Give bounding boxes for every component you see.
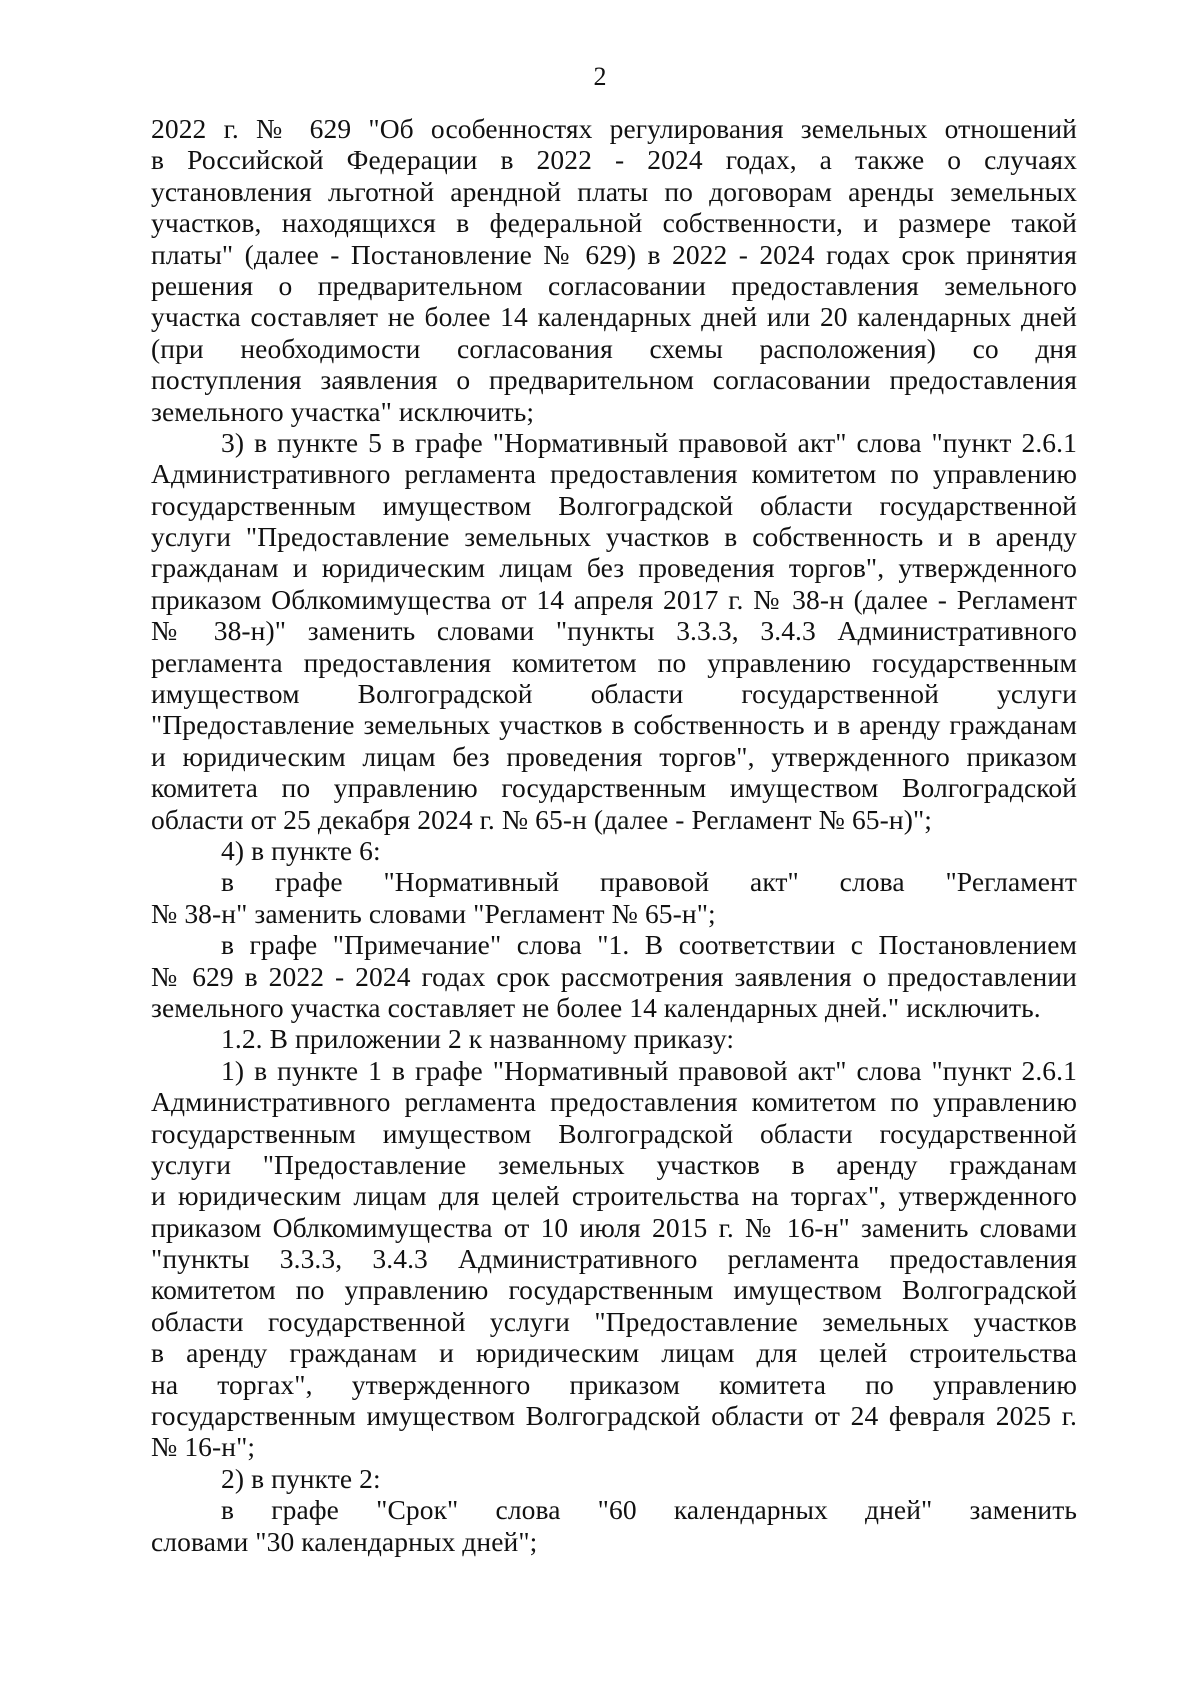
text-line: приказом Облкомимущества от 10 июля 2015 г. № 16-н" заменить словами	[151, 1211, 1077, 1243]
text-line: государственным имуществом Волгоградской области от 24 февраля 2025 г.	[151, 1400, 1077, 1432]
text-line: № 38-н" заменить словами "Регламент № 65-н";	[151, 897, 716, 929]
text-line: регламента предоставления комитетом по управлению государственным	[151, 646, 1077, 678]
text-line: услуги "Предоставление земельных участков в аренду гражданам	[151, 1148, 1077, 1180]
text-line: участка составляет не более 14 календарных дней или 20 календарных дней	[151, 301, 1077, 333]
text-line: 3) в пункте 5 в графе "Нормативный правовой акт" слова "пункт 2.6.1	[221, 426, 1077, 458]
text-line: и юридическим лицам для целей строительства на торгах", утвержденного	[151, 1180, 1077, 1212]
text-line: № 16-н";	[151, 1431, 256, 1463]
text-line: Административного регламента предоставления комитетом по управлению	[151, 1086, 1077, 1118]
text-line: 1.2. В приложении 2 к названному приказу:	[221, 1023, 735, 1055]
text-line: "пункты 3.3.3, 3.4.3 Административного регламента предоставления	[151, 1243, 1077, 1275]
text-line: гражданам и юридическим лицам без проведения торгов", утвержденного	[151, 552, 1077, 584]
text-line: платы" (далее - Постановление № 629) в 2022 - 2024 годах срок принятия	[151, 238, 1077, 270]
text-line: Административного регламента предоставления комитетом по управлению	[151, 458, 1077, 490]
text-line: земельного участка составляет не более 14 календарных дней." исключить.	[151, 991, 1041, 1023]
text-line: "Предоставление земельных участков в собственность и в аренду гражданам	[151, 709, 1077, 741]
text-line: решения о предварительном согласовании предоставления земельного	[151, 269, 1077, 301]
text-line: № 38-н)" заменить словами "пункты 3.3.3, 3.4.3 Административного	[151, 615, 1077, 647]
page-number: 2	[593, 62, 607, 91]
text-line: и юридическим лицам без проведения торгов", утвержденного приказом	[151, 740, 1077, 772]
text-line: области государственной услуги "Предоставление земельных участков	[151, 1305, 1077, 1337]
text-line: в Российской Федерации в 2022 - 2024 годах, а также о случаях	[151, 144, 1077, 176]
text-line: комитета по управлению государственным имуществом Волгоградской	[151, 772, 1077, 804]
text-line: приказом Облкомимущества от 14 апреля 2017 г. № 38-н (далее - Регламент	[151, 583, 1077, 615]
text-line: земельного участка" исключить;	[151, 395, 535, 427]
text-line: участков, находящихся в федеральной собственности, и размере такой	[151, 207, 1077, 239]
text-line: 1) в пункте 1 в графе "Нормативный правовой акт" слова "пункт 2.6.1	[221, 1054, 1077, 1086]
text-line: № 629 в 2022 - 2024 годах срок рассмотрения заявления о предоставлении	[151, 960, 1077, 992]
text-line: (при необходимости согласования схемы расположения) со дня	[151, 332, 1077, 364]
text-line: поступления заявления о предварительном согласовании предоставления	[151, 364, 1077, 396]
text-line: установления льготной арендной платы по договорам аренды земельных	[151, 175, 1077, 207]
text-line: области от 25 декабря 2024 г. № 65-н (далее - Регламент № 65-н)";	[151, 803, 933, 835]
text-line: на торгах", утвержденного приказом комитета по управлению	[151, 1368, 1077, 1400]
text-line: комитетом по управлению государственным имуществом Волгоградской	[151, 1274, 1077, 1306]
text-line: государственным имуществом Волгоградской области государственной	[151, 489, 1077, 521]
text-line: в графе "Примечание" слова "1. В соответствии с Постановлением	[221, 929, 1077, 961]
text-line: имуществом Волгоградской области государственной услуги	[151, 678, 1077, 710]
text-line: в аренду гражданам и юридическим лицам для целей строительства	[151, 1337, 1077, 1369]
text-line: словами "30 календарных дней";	[151, 1525, 538, 1557]
document-body	[151, 113, 1077, 1557]
text-line: 2) в пункте 2:	[221, 1462, 381, 1494]
text-line: 2022 г. № 629 "Об особенностях регулирования земельных отношений	[151, 113, 1077, 144]
text-line: государственным имуществом Волгоградской области государственной	[151, 1117, 1077, 1149]
text-line: в графе "Срок" слова "60 календарных дней" заменить	[221, 1494, 1077, 1526]
text-line: 4) в пункте 6:	[221, 834, 381, 866]
text-line: услуги "Предоставление земельных участков в собственность и в аренду	[151, 521, 1077, 553]
text-line: в графе "Нормативный правовой акт" слова "Регламент	[221, 866, 1077, 898]
